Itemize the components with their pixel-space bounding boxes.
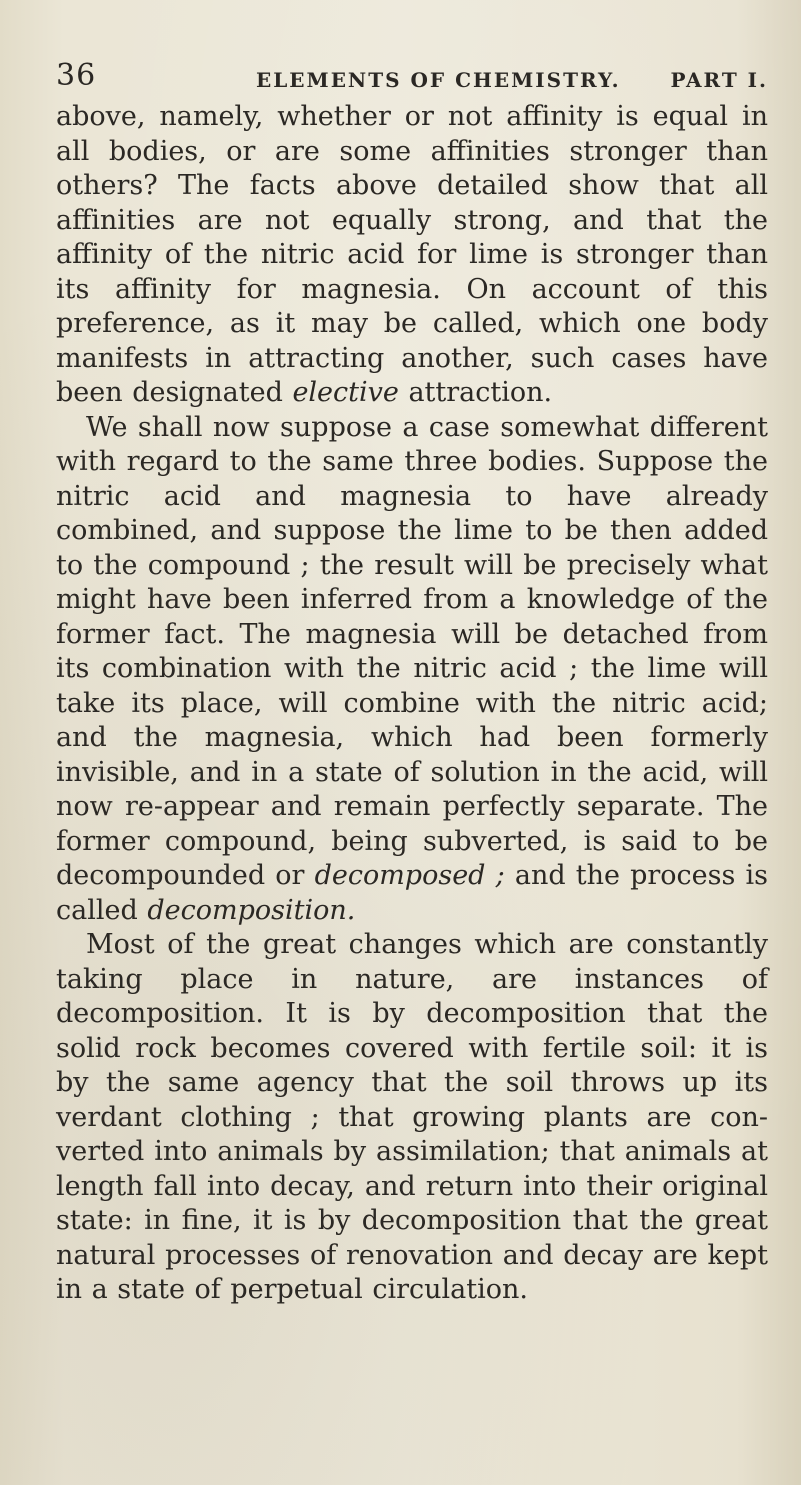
paragraph-text: and the process is called xyxy=(56,860,769,926)
paragraph-text: attraction. xyxy=(398,377,553,408)
paragraph-text: We shall now suppose a case somewhat different with regard to the same three bodies. Suppose the nitric acid and magnesia to have already combined, and suppose the lime to be then added to the compound ; the result will be precisely what might have been inferred from a knowledge of the former fact. The magnesia will be detached from its combination with the nitric acid ; the lime will take its place, will combine with the nitric acid; and the magnesia, which had been formerly invisible, and in a state of solution in the acid, will now re-appear and remain perfectly separate. The former compound, being subverted, is said to be decompounded or xyxy=(56,411,768,891)
page-number: 36 xyxy=(56,58,97,93)
paragraph xyxy=(56,100,768,411)
body-text xyxy=(56,100,768,1308)
italic-term: decomposed ; xyxy=(314,860,505,891)
paragraph xyxy=(56,928,768,1308)
paragraph-text: Most of the great changes which are constantly taking place in nature, are instances of decomposition. It is by decomposition that the solid rock becomes covered with fertile soil: it is by the same agency that the soil throws up its verdant clothing ; that growing plants are con-verted into animals by assimilation; that animals at length fall into decay, and return into their original state: in fine, it is by decomposition that the great natural processes of renovation and decay are kept in a state of perpetual circulation. xyxy=(56,929,768,1305)
page-header xyxy=(56,58,768,98)
italic-term: decomposition. xyxy=(147,894,356,926)
paragraph-text: above, namely, whether or not affinity is equal in all bodies, or are some affinities stronger than others? The facts above detailed show that all affinities are not equally strong, and that the affinity of the nitric acid for lime is stronger than its affinity for magnesia. On account of this preference, as it may be called, which one body manifests in attracting another, such cases have been designated xyxy=(56,101,768,408)
running-title: ELEMENTS OF CHEMISTRY. xyxy=(256,68,621,92)
part-label: PART I. xyxy=(670,68,768,92)
italic-term: elective xyxy=(292,377,399,408)
paragraph xyxy=(56,411,768,929)
